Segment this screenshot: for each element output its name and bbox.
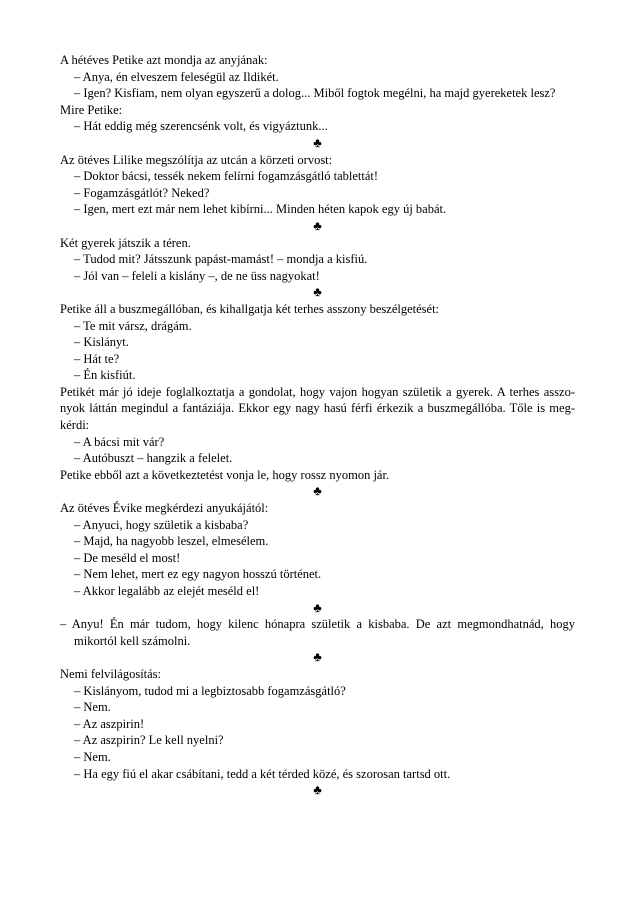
dialogue-line: – Nem. xyxy=(74,700,111,715)
document-page xyxy=(60,52,575,799)
joke-1 xyxy=(60,52,575,135)
narration-paragraph: Petikét már jó ideje foglalkoztatja a gondolat, hogy vajon hogyan születik a gyerek. A terhes asszo-nyok láttán megindul a fantáziája. Ekkor egy nagy hasú férfi érkezik a buszmegállóba. Tőle is meg-kérdi: xyxy=(60,384,575,433)
dialogue-line: – Majd, ha nagyobb leszel, elmesélem. xyxy=(74,534,269,549)
dialogue-line: – Ha egy fiú el akar csábítani, tedd a két térded közé, és szorosan tartsd ott. xyxy=(74,766,451,781)
dialogue-line: – Te mit vársz, drágám. xyxy=(74,318,192,333)
dialogue-line: – De meséld el most! xyxy=(74,550,181,565)
joke-7 xyxy=(60,666,575,782)
dialogue-line: – Jól van – feleli a kislány –, de ne üss nagyokat! xyxy=(74,268,320,283)
dialogue-line: – Hát te? xyxy=(74,351,120,366)
joke-2 xyxy=(60,152,575,218)
dialogue-line: – Anya, én elveszem feleségül az Ildikét. xyxy=(74,69,279,84)
joke-intro: A hétéves Petike azt mondja az anyjának: xyxy=(60,53,268,67)
dialogue-line: – Autóbuszt – hangzik a felelet. xyxy=(74,451,233,466)
club-separator-icon: ♣ xyxy=(313,217,322,233)
dialogue-line: – Hát eddig még szerencsénk volt, és vigyáztunk... xyxy=(74,119,328,134)
dialogue-line: – Akkor legalább az elejét meséld el! xyxy=(74,584,260,598)
club-separator-icon: ♣ xyxy=(313,134,322,150)
dialogue-line: – A bácsi mit vár? xyxy=(74,434,165,449)
dialogue-line: – Igen? Kisfiam, nem olyan egyszerű a dolog... Miből fogtok megélni, ha majd gyereketek lesz? xyxy=(74,86,556,101)
joke-4 xyxy=(60,301,575,484)
narration-line: Mire Petike: xyxy=(60,102,123,117)
club-separator-icon: ♣ xyxy=(313,649,322,665)
dialogue-line: – Doktor bácsi, tessék nekem felírni fogamzásgátló tablettát! xyxy=(74,169,379,184)
joke-6 xyxy=(60,616,575,649)
joke-intro: Két gyerek játszik a téren. xyxy=(60,235,191,250)
dialogue-paragraph: – Anyu! Én már tudom, hogy kilenc hónapra születik a kisbaba. De azt megmondhatnád, hogy mikortól kell számolni. xyxy=(60,617,575,648)
joke-intro: Petike áll a buszmegállóban, és kihallgatja két terhes asszony beszélgetését: xyxy=(60,301,440,316)
joke-3 xyxy=(60,235,575,285)
club-separator-icon: ♣ xyxy=(313,782,322,798)
club-separator-icon: ♣ xyxy=(313,483,322,499)
dialogue-line: – Nem lehet, mert ez egy nagyon hosszú történet. xyxy=(74,567,322,582)
club-separator-icon: ♣ xyxy=(313,599,322,615)
dialogue-line: – Tudod mit? Játsszunk papást-mamást! – mondja a kisfiú. xyxy=(74,252,368,267)
dialogue-line: – Igen, mert ezt már nem lehet kibírni... Minden héten kapok egy új babát. xyxy=(74,202,447,217)
dialogue-line: – Kislányom, tudod mi a legbiztosabb fogamzásgátló? xyxy=(74,683,346,698)
dialogue-line: – Nem. xyxy=(74,749,111,764)
dialogue-line: – Én kisfiút. xyxy=(74,368,136,383)
joke-intro: Nemi felvilágosítás: xyxy=(60,666,162,681)
joke-intro: Az ötéves Lilike megszólítja az utcán a körzeti orvost: xyxy=(60,152,333,167)
club-separator-icon: ♣ xyxy=(313,284,322,300)
dialogue-line: – Az aszpirin? Le kell nyelni? xyxy=(74,733,224,748)
joke-5 xyxy=(60,500,575,600)
dialogue-line: – Fogamzásgátlót? Neked? xyxy=(74,185,210,200)
narration-line: Petike ebből azt a következtetést vonja le, hogy rossz nyomon jár. xyxy=(60,467,390,482)
dialogue-line: – Kislányt. xyxy=(74,335,129,350)
dialogue-line: – Az aszpirin! xyxy=(74,716,145,731)
joke-intro: Az ötéves Évike megkérdezi anyukájától: xyxy=(60,501,269,516)
dialogue-line: – Anyuci, hogy születik a kisbaba? xyxy=(74,517,249,532)
